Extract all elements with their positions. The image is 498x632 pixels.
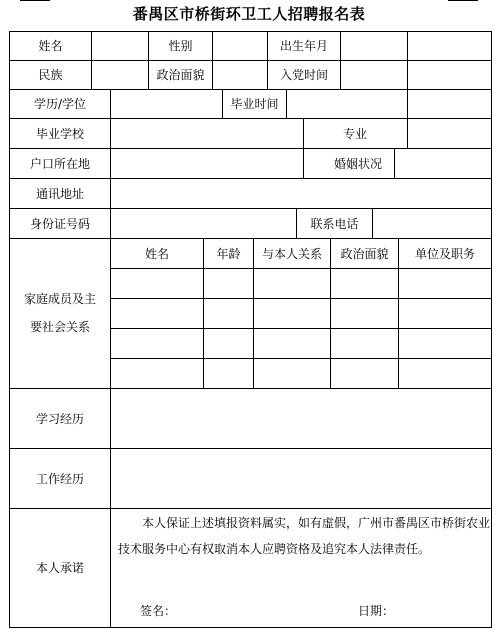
pledge-label: 本人承诺 bbox=[35, 561, 84, 575]
family-label-line1: 家庭成员及主 bbox=[23, 292, 96, 306]
address-field[interactable] bbox=[111, 178, 491, 208]
family-header-name: 姓名 bbox=[144, 246, 169, 261]
work-label: 工作经历 bbox=[35, 471, 84, 486]
ethnicity-label: 民族 bbox=[38, 68, 63, 82]
date-label: 日期： bbox=[358, 604, 395, 618]
ethnicity-field[interactable] bbox=[92, 60, 148, 89]
major-field[interactable] bbox=[408, 118, 491, 148]
family-row[interactable] bbox=[111, 328, 491, 358]
grad-date-field[interactable] bbox=[287, 89, 407, 118]
gender-field[interactable] bbox=[213, 31, 267, 60]
address-label: 通讯地址 bbox=[35, 186, 84, 201]
marital-label: 婚姻状况 bbox=[333, 156, 382, 171]
phone-field[interactable] bbox=[373, 208, 491, 238]
grad-date-label: 毕业时间 bbox=[230, 97, 279, 111]
education-field[interactable] bbox=[111, 89, 222, 118]
party-date-label: 入党时间 bbox=[279, 68, 328, 82]
name-label: 姓名 bbox=[38, 39, 63, 53]
id-number-field[interactable] bbox=[111, 208, 296, 238]
form-title: 番禺区市桥街环卫工人招聘报名表 bbox=[132, 5, 366, 23]
top-right-rule bbox=[448, 0, 478, 1]
family-label-line2: 要社会关系 bbox=[29, 320, 90, 334]
top-left-rule bbox=[20, 0, 50, 1]
phone-label: 联系电话 bbox=[310, 216, 359, 231]
major-label: 专业 bbox=[342, 126, 367, 141]
name-field[interactable] bbox=[92, 31, 148, 60]
family-header-employer: 单位及职务 bbox=[414, 246, 475, 261]
marital-field[interactable] bbox=[395, 148, 491, 178]
family-header-age: 年龄 bbox=[216, 246, 241, 261]
family-row[interactable] bbox=[111, 268, 491, 298]
hukou-field[interactable] bbox=[111, 148, 303, 178]
birth-field[interactable] bbox=[341, 31, 407, 60]
family-header-political: 政治面貌 bbox=[340, 246, 389, 261]
pledge-text: 本人保证上述填报资料属实，如有虚假，广州市番禺区市桥街农业技术服务中心有权取消本人应聘资格及追究本人法律责任。 bbox=[118, 516, 491, 556]
study-field[interactable] bbox=[111, 388, 491, 448]
family-row[interactable] bbox=[111, 298, 491, 328]
work-field[interactable] bbox=[111, 448, 491, 508]
gender-label: 性别 bbox=[168, 39, 193, 53]
id-number-label: 身份证号码 bbox=[29, 216, 90, 231]
political-label: 政治面貌 bbox=[156, 68, 205, 82]
family-label bbox=[10, 285, 110, 341]
family-header-relation: 与本人关系 bbox=[261, 246, 322, 261]
birth-label: 出生年月 bbox=[279, 39, 328, 53]
study-label: 学习经历 bbox=[35, 411, 84, 426]
political-field[interactable] bbox=[213, 60, 267, 89]
school-field[interactable] bbox=[111, 118, 303, 148]
family-row[interactable] bbox=[111, 358, 491, 388]
school-label: 毕业学校 bbox=[35, 126, 84, 141]
col-divider bbox=[407, 89, 408, 118]
signature-label: 签名： bbox=[140, 604, 177, 618]
hukou-label: 户口所在地 bbox=[29, 156, 90, 171]
party-date-field[interactable] bbox=[341, 60, 407, 89]
education-label: 学历/学位 bbox=[33, 97, 87, 111]
photo-box[interactable] bbox=[408, 31, 491, 89]
